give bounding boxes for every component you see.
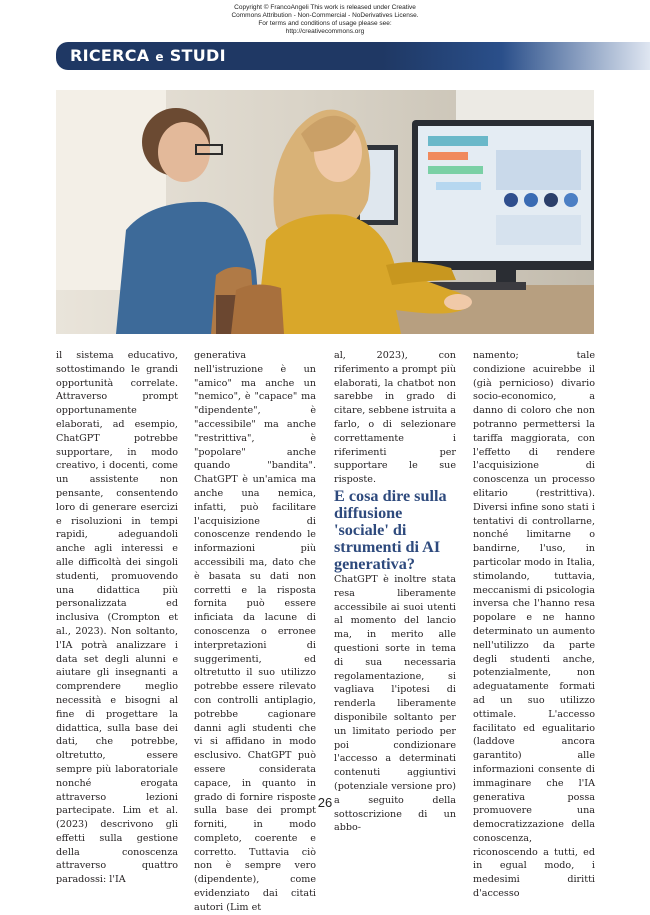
copyright-line: Commons Attribution - Non-Commercial - NoDerivatives License.	[231, 12, 419, 19]
section-title-part: e	[155, 50, 164, 64]
paragraph: ChatGPT è inoltre stata resa liberamente accessibile ai suoi utenti al momento del lancio ma, in merito alle questioni sorte in tema di sua necessaria regolamentazione, si vagliava l'ipotesi di renderla liberamente disponibile soltanto per un limitato periodo per poi condizionare l'accesso a determinati contenuti aggiuntivi (potenziale versione pro) a seguito della sottoscrizione di un abbo-	[334, 574, 456, 834]
section-heading: E cosa dire sulla diffusione 'sociale' di strumenti di AI generativa?	[334, 487, 447, 573]
copyright-notice	[0, 4, 650, 36]
text-column-3	[334, 349, 456, 487]
section-title-part: STUDI	[163, 46, 226, 65]
copyright-link[interactable]: http://creativecommons.org	[285, 28, 365, 35]
paragraph: al, 2023), con riferimento a prompt più elaborati, la chatbot non sarebbe in grado di citare, sebbene istruita a farlo, o di selezionare correttamente i riferimenti per supportare le sue risposte.	[334, 350, 456, 486]
section-banner	[56, 42, 650, 70]
paragraph: generativa nell'istruzione è un "amico" ma anche un "nemico", è "capace" ma "dipendente", è "accessibile" ma anche "restrittiva", è "popolare" anche quando "bandita". ChatGPT è un'amica ma anche una nemica, infatti, può facilitare l'acquisizione di conoscenze rendendo le informazioni più accessibili ma, dato che è basata su dati non corretti e la risposta fornita può essere inficiata da lacune di conoscenza o erronee interpretazioni di suggerimenti, ed oltretutto il suo utilizzo potrebbe essere rilevato con controlli antiplagio, potrebbe cagionare danni agli studenti che vi si affidano in modo esclusivo. ChatGPT può essere considerata capace, in quanto in grado di fornire risposte sulla base dei prompt forniti, in modo completo, coerente e corretto. Tuttavia ciò non è sempre vero (dipendente), come evidenziato dai citati autori (Lim et	[194, 350, 316, 913]
copyright-line: Copyright © FrancoAngeli This work is released under Creative	[234, 4, 416, 11]
paragraph: namento; tale condizione acuirebbe il (già pernicioso) divario socio-economico, a danno di coloro che non potranno permettersi la tariffa maggiorata, con l'effetto di rendere l'acquisizione di conoscenza un processo elitario (restrittiva). Diversi infine sono stati i tentativi di controllarne, nonché limitarne o bandirne, l'uso, in particolar modo in Italia, stimolando, tuttavia, meccanismi di psicologia inversa che l'hanno resa popolare e ne hanno determinato un aumento nell'utilizzo da parte degli studenti anche, potenzialmente, non adeguatamente formati ad un suo utilizzo ottimale. L'accesso facilitato ed egualitario (laddove ancora garantito) alle informazioni consente di immaginare che l'IA generativa possa promuovere una democratizzazione della conoscenza, riconoscendo a tutti, ed in egual modo, i medesimi diritti d'accesso	[473, 350, 595, 900]
copyright-line: For terms and conditions of usage please see:	[258, 20, 392, 27]
section-title-part: RICERCA	[70, 46, 156, 65]
paragraph: il sistema educativo, sottostimando le grandi opportunità correlate. Attraverso prompt opportunamente elaborati, ad esempio, ChatGPT potrebbe supportare, in modo creativo, i docenti, come un assistente non pensante, consentendo loro di generare esercizi e risoluzioni in tempi rapidi, adeguandoli anche agli interessi e alle difficoltà dei singoli studenti, promuovendo una didattica più personalizzata ed inclusiva (Crompton et al., 2023). Non soltanto, l'IA potrà analizzare i data set degli alunni e aiutare gli insegnanti a comprendere meglio necessità e bisogni al fine di progettare la didattica, sulla base dei dati, che potrebbe, oltretutto, essere sempre più laboratoriale nonché erogata attraverso lezioni partecipate. Lim et al. (2023) descrivono gli effetti sulla gestione della conoscenza attraverso quattro paradossi: l'IA	[56, 350, 178, 886]
section-title	[70, 46, 226, 65]
page-number: 26	[317, 795, 333, 810]
classroom-photo	[56, 90, 594, 334]
text-column-4	[473, 349, 595, 901]
text-column-2	[194, 349, 316, 915]
classroom-illustration	[56, 90, 594, 334]
